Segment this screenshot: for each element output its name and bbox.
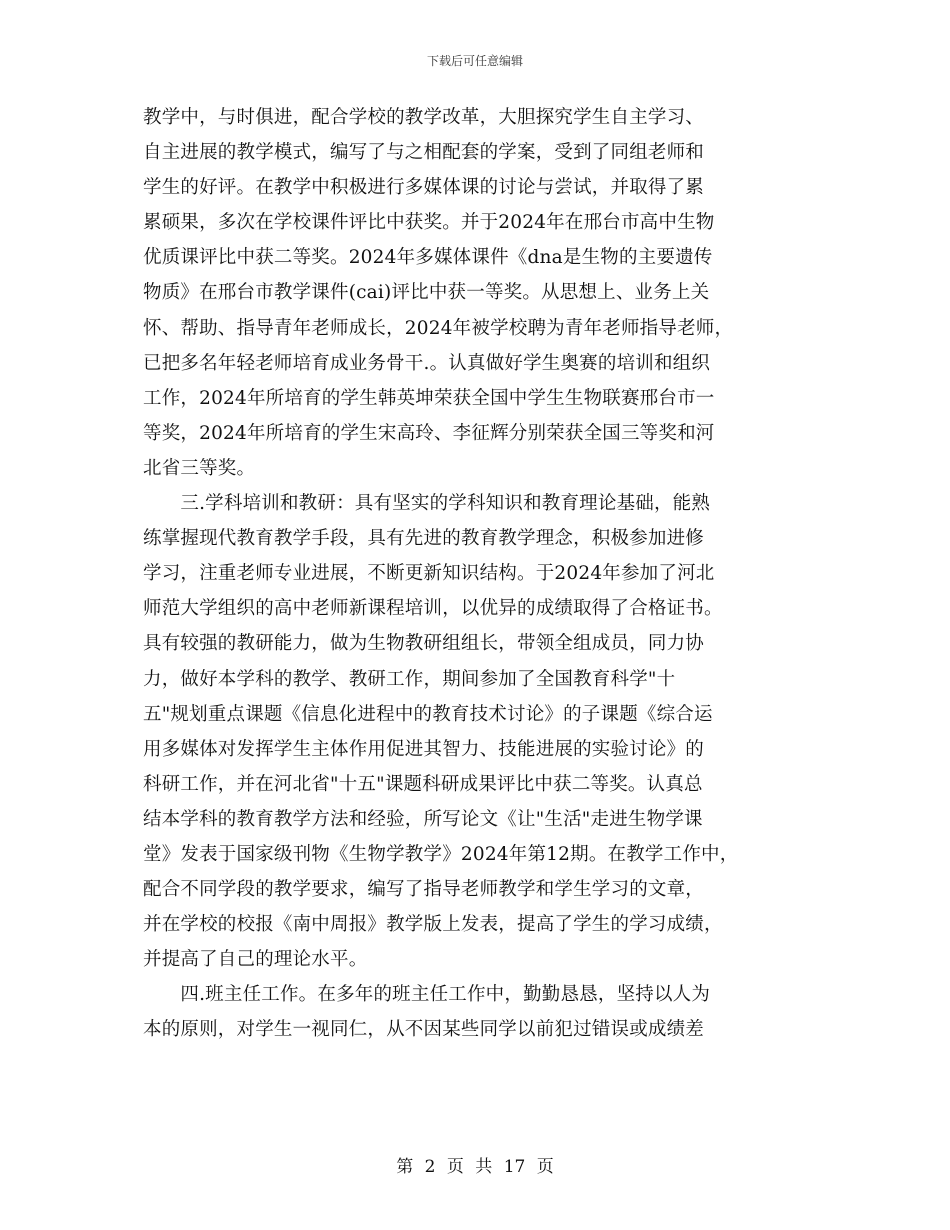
text-line: 本的原则，对学生一视同仁，从不因某些同学以前犯过错误或成绩差	[143, 1019, 705, 1041]
text-line: 五"规划重点课题《信息化进程中的教育技术讨论》的子课题《综合运	[143, 703, 713, 725]
text-line: 三.学科培训和教研：具有坚实的学科知识和教育理论基础，能熟	[143, 493, 711, 515]
text-line: 等奖，2024年所培育的学生宋高玲、李征辉分别荣获全国三等奖和河	[143, 422, 715, 444]
text-line: 结本学科的教育教学方法和经验，所写论文《让"生活"走进生物学课	[143, 808, 703, 830]
text-line: 已把多名年轻老师培育成业务骨干.。认真做好学生奥赛的培训和组织	[143, 352, 711, 374]
text-line: 学生的好评。在教学中积极进行多媒体课的讨论与尝试，并取得了累	[143, 177, 705, 199]
text-line: 怀、帮助、指导青年老师成长，2024年被学校聘为青年老师指导老师，	[143, 317, 734, 339]
text-line: 工作，2024年所培育的学生韩英坤荣获全国中学生生物联赛邢台市一	[143, 387, 715, 409]
text-line: 堂》发表于国家级刊物《生物学教学》2024年第12期。在教学工作中，	[143, 843, 739, 865]
text-line: 科研工作，并在河北省"十五"课题科研成果评比中获二等奖。认真总	[143, 773, 703, 795]
text-line: 教学中，与时俱进，配合学校的教学改革，大胆探究学生自主学习、	[143, 107, 705, 128]
text-line: 练掌握现代教育教学手段，具有先进的教育教学理念，积极参加进修	[143, 528, 705, 550]
text-line: 优质课评比中获二等奖。2024年多媒体课件《dna是生物的主要遗传	[143, 247, 713, 269]
text-line: 用多媒体对发挥学生主体作用促进其智力、技能进展的实验讨论》的	[143, 738, 705, 760]
text-line: 力，做好本学科的教学、教研工作，期间参加了全国教育科学"十	[143, 668, 676, 690]
text-line: 累硕果，多次在学校课件评比中获奖。并于2024年在邢台市高中生物	[143, 212, 715, 234]
text-line: 师范大学组织的高中老师新课程培训，以优异的成绩取得了合格证书。	[143, 598, 723, 620]
text-line: 学习，注重老师专业进展，不断更新知识结构。于2024年参加了河北	[143, 563, 715, 585]
document-body	[143, 100, 823, 1048]
page-header-note: 下载后可任意编辑	[426, 54, 523, 68]
page-number-footer: 第 2 页 共 17 页	[396, 1157, 554, 1177]
text-line: 配合不同学段的教学要求，编写了指导老师教学和学生学习的文章，	[143, 879, 705, 901]
text-line: 物质》在邢台市教学课件(cai)评比中获一等奖。从思想上、业务上关	[143, 282, 710, 304]
text-line: 并在学校的校报《南中周报》教学版上发表，提高了学生的学习成绩，	[143, 914, 723, 936]
text-line: 北省三等奖。	[143, 457, 256, 479]
text-line: 自主进展的教学模式，编写了与之相配套的学案，受到了同组老师和	[143, 142, 705, 164]
text-line: 具有较强的教研能力，做为生物教研组组长，带领全组成员，同力协	[143, 633, 705, 655]
text-line: 四.班主任工作。在多年的班主任工作中，勤勤恳恳，坚持以人为	[143, 984, 711, 1006]
text-line: 并提高了自己的理论水平。	[143, 949, 368, 971]
